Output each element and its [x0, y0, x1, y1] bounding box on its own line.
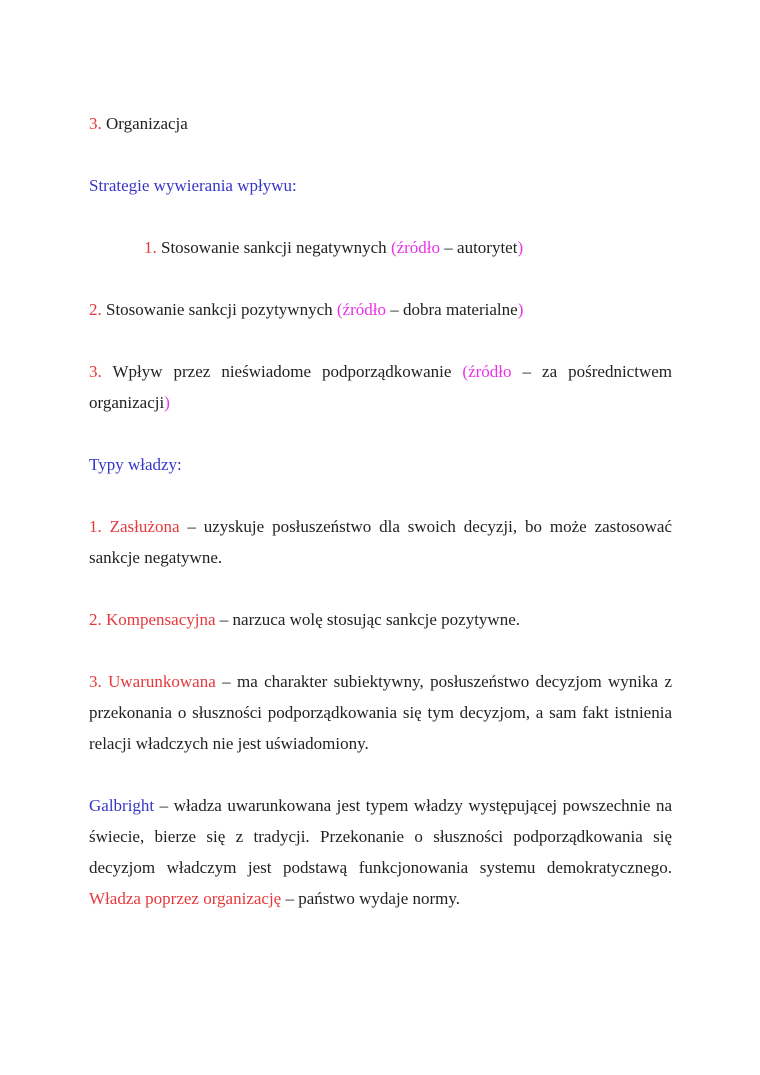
- paragraph-strategy-item-1: [89, 232, 672, 263]
- text-run-magenta: ): [517, 238, 524, 257]
- paragraph-power-type-3: [89, 666, 677, 759]
- text-run-black: Wpływ przez nieświadome podporządkowanie: [101, 362, 463, 381]
- text-run-black: Stosowanie sankcji negatywnych: [156, 238, 391, 257]
- text-run-red: 3. Uwarunkowana: [89, 672, 216, 691]
- paragraph-heading-organizacja: [89, 108, 672, 139]
- text-run-black: – władza uwarunkowana jest typem władzy występującej powszechnie na świecie, bierze się z tradycji. Przekonanie o słuszności podporządkowania się decyzjom władczym jest podstawą funkcjonowania systemu demokratycznego.: [89, 796, 677, 877]
- paragraph-power-type-2: [89, 604, 672, 635]
- text-run-black: – autorytet: [440, 238, 518, 257]
- text-run-red: 2.: [89, 300, 102, 319]
- text-run-black: – za pośrednictwem organizacji: [89, 362, 677, 412]
- text-run-red: 2. Kompensacyjna: [89, 610, 216, 629]
- text-run-black: – ma charakter subiektywny, posłuszeństwo decyzjom wynika z przekonania o słuszności podporządkowania się tym decyzjom, a sam fakt istnienia relacji władczych nie jest uświadomiony.: [89, 672, 677, 753]
- text-run-black: – państwo wydaje normy.: [281, 889, 461, 908]
- text-run-black: Organizacja: [101, 114, 188, 133]
- text-run-black: Stosowanie sankcji pozytywnych: [101, 300, 337, 319]
- text-run-red: 3.: [89, 114, 102, 133]
- text-run-magenta: ): [517, 300, 524, 319]
- text-run-black: – dobra materialne: [385, 300, 518, 319]
- text-run-black: – uzyskuje posłuszeństwo dla swoich decyzji, bo może zastosować sankcje negatywne.: [89, 517, 677, 567]
- paragraph-power-type-1: [89, 511, 677, 573]
- text-run-red: Władza poprzez organizację: [89, 889, 282, 908]
- paragraph-strategy-item-2: [89, 294, 672, 325]
- text-run-magenta: (źródło: [390, 238, 441, 257]
- text-run-red: 1. Zasłużona: [89, 517, 180, 536]
- text-run-magenta: (źródło: [462, 362, 512, 381]
- text-run-red: 3.: [89, 362, 102, 381]
- text-run-red: 1.: [144, 238, 157, 257]
- text-run-magenta: ): [164, 393, 170, 412]
- paragraph-strategy-item-3: [89, 356, 677, 418]
- paragraph-heading-strategie: [89, 170, 672, 201]
- paragraph-heading-typy-wladzy: [89, 449, 672, 480]
- paragraph-galbright-paragraph: [89, 790, 677, 914]
- document-body: [89, 108, 677, 914]
- text-run-blue: Galbright: [89, 796, 155, 815]
- text-run-blue: Strategie wywierania wpływu:: [89, 176, 297, 195]
- text-run-black: – narzuca wolę stosując sankcje pozytywne.: [215, 610, 521, 629]
- text-run-magenta: (źródło: [336, 300, 386, 319]
- text-run-blue: Typy władzy:: [89, 455, 182, 474]
